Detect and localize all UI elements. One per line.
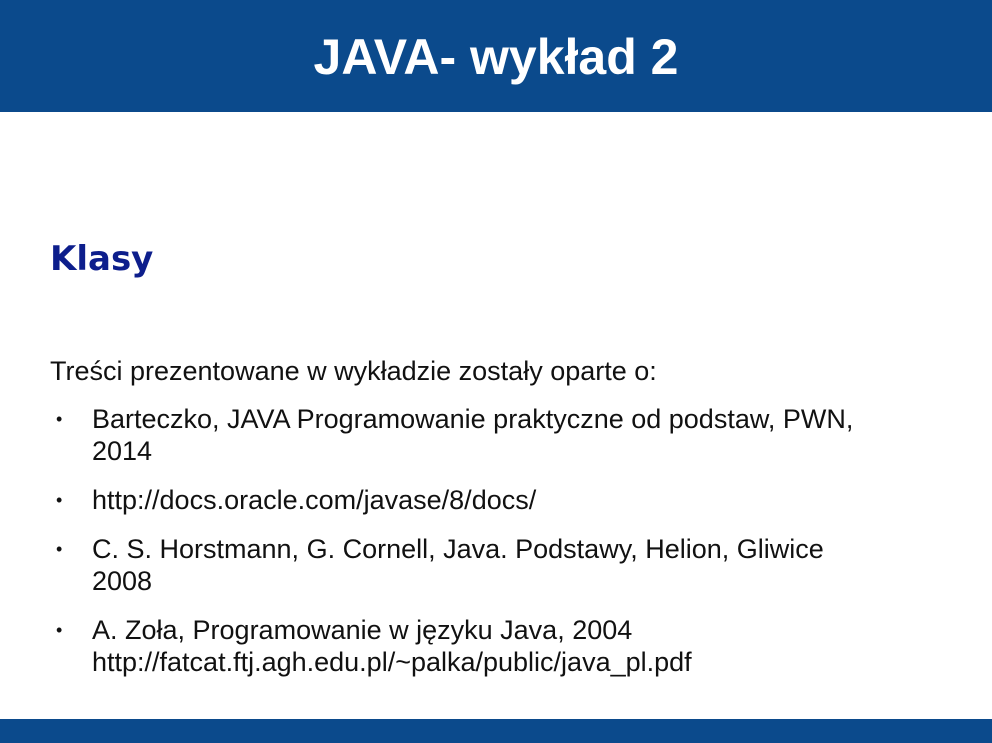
reference-item — [50, 403, 960, 467]
reference-text: 2008 — [92, 566, 153, 596]
footer-bar — [0, 719, 992, 743]
reference-text: A. Zoła, Programowanie w języku Java, 2004 — [92, 615, 633, 645]
reference-text: 2014 — [92, 436, 153, 466]
bullet-icon: • — [56, 409, 63, 429]
reference-text: C. S. Horstmann, G. Cornell, Java. Podstawy, Helion, Gliwice — [92, 534, 824, 564]
slide-title: JAVA- wykład 2 — [313, 29, 679, 85]
reference-item — [50, 484, 960, 516]
bullet-icon: • — [56, 539, 63, 559]
section-heading: Klasy — [50, 239, 154, 279]
reference-link[interactable]: http://fatcat.ftj.agh.edu.pl/~palka/public/java_pl.pdf — [92, 647, 692, 677]
reference-item — [50, 533, 960, 597]
reference-item — [50, 614, 960, 678]
reference-link[interactable]: http://docs.oracle.com/javase/8/docs/ — [92, 485, 537, 515]
bullet-icon: • — [56, 620, 63, 640]
reference-text: Barteczko, JAVA Programowanie praktyczne od podstaw, PWN, — [92, 404, 854, 434]
bullet-icon: • — [56, 490, 63, 510]
intro-text: Treści prezentowane w wykładzie zostały oparte o: — [50, 356, 657, 386]
reference-list — [50, 403, 960, 695]
